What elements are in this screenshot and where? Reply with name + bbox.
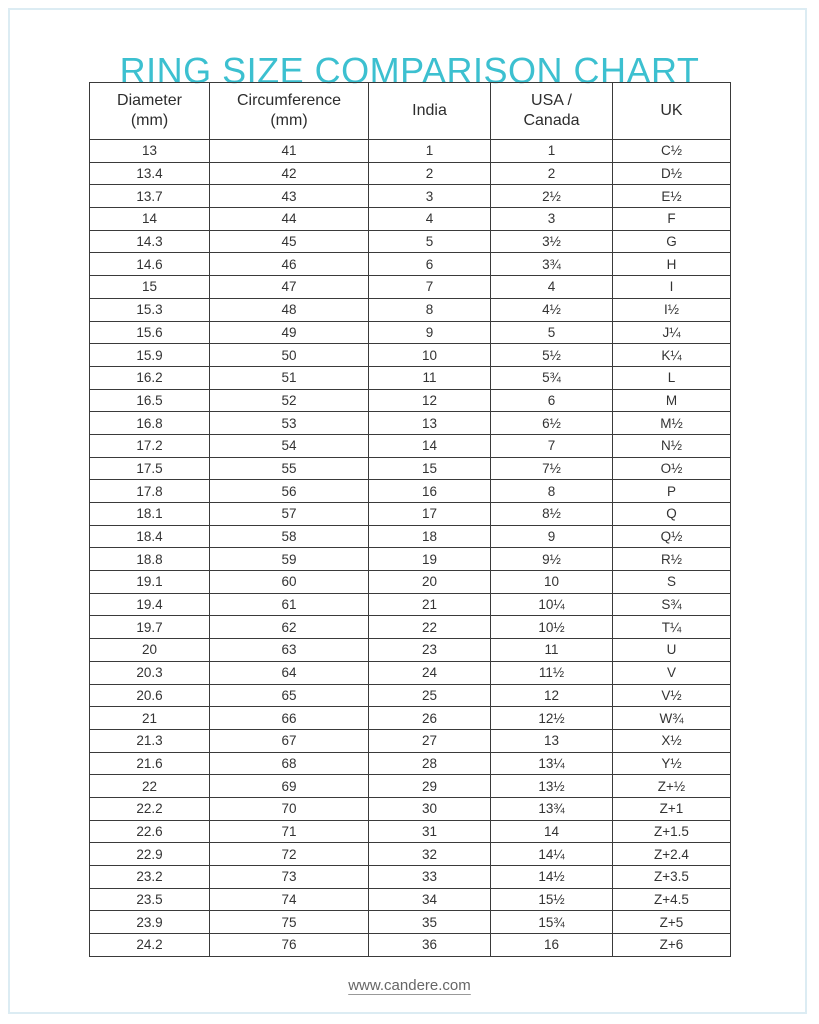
cell-uk: M bbox=[613, 389, 731, 412]
cell-uk: U bbox=[613, 639, 731, 662]
cell-diameter: 22.2 bbox=[90, 797, 210, 820]
cell-diameter: 16.2 bbox=[90, 366, 210, 389]
cell-usa-canada: 16 bbox=[491, 934, 613, 957]
table-row bbox=[90, 593, 731, 616]
table-row bbox=[90, 185, 731, 208]
cell-diameter: 15.6 bbox=[90, 321, 210, 344]
cell-india: 6 bbox=[369, 253, 491, 276]
cell-usa-canada: 13½ bbox=[491, 775, 613, 798]
cell-circumference: 71 bbox=[210, 820, 369, 843]
cell-usa-canada: 2 bbox=[491, 162, 613, 185]
cell-uk: L bbox=[613, 366, 731, 389]
cell-uk: J¼ bbox=[613, 321, 731, 344]
cell-usa-canada: 6½ bbox=[491, 412, 613, 435]
cell-usa-canada: 7 bbox=[491, 434, 613, 457]
cell-india: 28 bbox=[369, 752, 491, 775]
table-row bbox=[90, 752, 731, 775]
cell-india: 15 bbox=[369, 457, 491, 480]
cell-uk: Z+½ bbox=[613, 775, 731, 798]
cell-india: 23 bbox=[369, 639, 491, 662]
cell-usa-canada: 10½ bbox=[491, 616, 613, 639]
cell-circumference: 41 bbox=[210, 140, 369, 163]
column-header-circumference: Circumference (mm) bbox=[210, 83, 369, 140]
cell-circumference: 69 bbox=[210, 775, 369, 798]
cell-india: 16 bbox=[369, 480, 491, 503]
table-row bbox=[90, 344, 731, 367]
cell-uk: Q bbox=[613, 503, 731, 526]
cell-india: 30 bbox=[369, 797, 491, 820]
cell-usa-canada: 4 bbox=[491, 276, 613, 299]
cell-india: 7 bbox=[369, 276, 491, 299]
cell-uk: C½ bbox=[613, 140, 731, 163]
cell-usa-canada: 4½ bbox=[491, 298, 613, 321]
cell-usa-canada: 11½ bbox=[491, 661, 613, 684]
cell-india: 36 bbox=[369, 934, 491, 957]
cell-india: 35 bbox=[369, 911, 491, 934]
cell-circumference: 48 bbox=[210, 298, 369, 321]
cell-diameter: 19.4 bbox=[90, 593, 210, 616]
column-header-uk: UK bbox=[613, 83, 731, 140]
table-row bbox=[90, 888, 731, 911]
cell-usa-canada: 10¼ bbox=[491, 593, 613, 616]
table-row bbox=[90, 729, 731, 752]
cell-diameter: 22.6 bbox=[90, 820, 210, 843]
cell-circumference: 43 bbox=[210, 185, 369, 208]
table-row bbox=[90, 457, 731, 480]
cell-circumference: 64 bbox=[210, 661, 369, 684]
cell-circumference: 62 bbox=[210, 616, 369, 639]
cell-uk: S¾ bbox=[613, 593, 731, 616]
cell-uk: I bbox=[613, 276, 731, 299]
table-row bbox=[90, 548, 731, 571]
table-row bbox=[90, 684, 731, 707]
cell-diameter: 14.3 bbox=[90, 230, 210, 253]
cell-diameter: 24.2 bbox=[90, 934, 210, 957]
table-row bbox=[90, 707, 731, 730]
cell-circumference: 63 bbox=[210, 639, 369, 662]
cell-uk: Y½ bbox=[613, 752, 731, 775]
cell-india: 11 bbox=[369, 366, 491, 389]
cell-circumference: 45 bbox=[210, 230, 369, 253]
column-header-diameter: Diameter (mm) bbox=[90, 83, 210, 140]
table-row bbox=[90, 661, 731, 684]
cell-diameter: 20.3 bbox=[90, 661, 210, 684]
cell-uk: Z+2.4 bbox=[613, 843, 731, 866]
cell-diameter: 13.7 bbox=[90, 185, 210, 208]
cell-usa-canada: 3 bbox=[491, 208, 613, 231]
cell-india: 18 bbox=[369, 525, 491, 548]
cell-usa-canada: 5 bbox=[491, 321, 613, 344]
cell-diameter: 15.9 bbox=[90, 344, 210, 367]
cell-usa-canada: 11 bbox=[491, 639, 613, 662]
cell-circumference: 67 bbox=[210, 729, 369, 752]
table-row bbox=[90, 162, 731, 185]
cell-uk: Z+4.5 bbox=[613, 888, 731, 911]
cell-diameter: 20.6 bbox=[90, 684, 210, 707]
cell-india: 9 bbox=[369, 321, 491, 344]
cell-diameter: 22 bbox=[90, 775, 210, 798]
cell-circumference: 51 bbox=[210, 366, 369, 389]
cell-circumference: 52 bbox=[210, 389, 369, 412]
table-row bbox=[90, 775, 731, 798]
cell-uk: N½ bbox=[613, 434, 731, 457]
cell-diameter: 16.5 bbox=[90, 389, 210, 412]
cell-india: 21 bbox=[369, 593, 491, 616]
cell-india: 29 bbox=[369, 775, 491, 798]
cell-uk: W¾ bbox=[613, 707, 731, 730]
table-row bbox=[90, 140, 731, 163]
cell-diameter: 19.1 bbox=[90, 571, 210, 594]
table-row bbox=[90, 843, 731, 866]
cell-india: 5 bbox=[369, 230, 491, 253]
cell-usa-canada: 1 bbox=[491, 140, 613, 163]
cell-uk: E½ bbox=[613, 185, 731, 208]
cell-diameter: 15 bbox=[90, 276, 210, 299]
cell-usa-canada: 15½ bbox=[491, 888, 613, 911]
cell-usa-canada: 14¼ bbox=[491, 843, 613, 866]
cell-uk: T¼ bbox=[613, 616, 731, 639]
cell-usa-canada: 13 bbox=[491, 729, 613, 752]
cell-circumference: 59 bbox=[210, 548, 369, 571]
table-row bbox=[90, 503, 731, 526]
cell-uk: R½ bbox=[613, 548, 731, 571]
cell-uk: F bbox=[613, 208, 731, 231]
cell-diameter: 17.5 bbox=[90, 457, 210, 480]
cell-diameter: 14.6 bbox=[90, 253, 210, 276]
cell-uk: Z+1 bbox=[613, 797, 731, 820]
cell-uk: Z+6 bbox=[613, 934, 731, 957]
cell-diameter: 13.4 bbox=[90, 162, 210, 185]
cell-circumference: 42 bbox=[210, 162, 369, 185]
table-row bbox=[90, 616, 731, 639]
cell-diameter: 16.8 bbox=[90, 412, 210, 435]
cell-usa-canada: 14 bbox=[491, 820, 613, 843]
table-body bbox=[90, 140, 731, 957]
cell-usa-canada: 2½ bbox=[491, 185, 613, 208]
cell-diameter: 21 bbox=[90, 707, 210, 730]
table-row bbox=[90, 934, 731, 957]
cell-usa-canada: 10 bbox=[491, 571, 613, 594]
cell-diameter: 23.9 bbox=[90, 911, 210, 934]
cell-diameter: 18.4 bbox=[90, 525, 210, 548]
table-row bbox=[90, 389, 731, 412]
cell-usa-canada: 8 bbox=[491, 480, 613, 503]
cell-diameter: 23.5 bbox=[90, 888, 210, 911]
cell-circumference: 54 bbox=[210, 434, 369, 457]
table-row bbox=[90, 321, 731, 344]
table-row bbox=[90, 412, 731, 435]
cell-india: 33 bbox=[369, 866, 491, 889]
cell-india: 2 bbox=[369, 162, 491, 185]
cell-usa-canada: 6 bbox=[491, 389, 613, 412]
cell-diameter: 18.1 bbox=[90, 503, 210, 526]
cell-india: 20 bbox=[369, 571, 491, 594]
table-row bbox=[90, 911, 731, 934]
cell-india: 1 bbox=[369, 140, 491, 163]
cell-circumference: 57 bbox=[210, 503, 369, 526]
cell-usa-canada: 12 bbox=[491, 684, 613, 707]
cell-diameter: 20 bbox=[90, 639, 210, 662]
ring-size-table bbox=[89, 82, 731, 957]
cell-diameter: 23.2 bbox=[90, 866, 210, 889]
table-row bbox=[90, 797, 731, 820]
cell-india: 8 bbox=[369, 298, 491, 321]
cell-usa-canada: 9½ bbox=[491, 548, 613, 571]
cell-usa-canada: 8½ bbox=[491, 503, 613, 526]
cell-diameter: 22.9 bbox=[90, 843, 210, 866]
cell-india: 13 bbox=[369, 412, 491, 435]
cell-circumference: 60 bbox=[210, 571, 369, 594]
table-row bbox=[90, 480, 731, 503]
cell-circumference: 72 bbox=[210, 843, 369, 866]
cell-usa-canada: 7½ bbox=[491, 457, 613, 480]
table-row bbox=[90, 434, 731, 457]
cell-usa-canada: 13¾ bbox=[491, 797, 613, 820]
cell-circumference: 68 bbox=[210, 752, 369, 775]
table-row bbox=[90, 253, 731, 276]
cell-india: 22 bbox=[369, 616, 491, 639]
column-header-india: India bbox=[369, 83, 491, 140]
cell-india: 25 bbox=[369, 684, 491, 707]
cell-usa-canada: 15¾ bbox=[491, 911, 613, 934]
cell-uk: Q½ bbox=[613, 525, 731, 548]
page-title: RING SIZE COMPARISON CHART bbox=[119, 50, 700, 92]
cell-uk: Z+5 bbox=[613, 911, 731, 934]
cell-diameter: 18.8 bbox=[90, 548, 210, 571]
cell-circumference: 56 bbox=[210, 480, 369, 503]
cell-diameter: 21.6 bbox=[90, 752, 210, 775]
cell-circumference: 53 bbox=[210, 412, 369, 435]
cell-circumference: 76 bbox=[210, 934, 369, 957]
cell-uk: K¼ bbox=[613, 344, 731, 367]
cell-india: 34 bbox=[369, 888, 491, 911]
cell-circumference: 66 bbox=[210, 707, 369, 730]
cell-usa-canada: 14½ bbox=[491, 866, 613, 889]
table-row bbox=[90, 298, 731, 321]
cell-uk: M½ bbox=[613, 412, 731, 435]
table-row bbox=[90, 208, 731, 231]
cell-usa-canada: 3¾ bbox=[491, 253, 613, 276]
cell-circumference: 55 bbox=[210, 457, 369, 480]
table-row bbox=[90, 366, 731, 389]
column-header-usa-canada: USA / Canada bbox=[491, 83, 613, 140]
table-row bbox=[90, 639, 731, 662]
cell-circumference: 49 bbox=[210, 321, 369, 344]
cell-india: 31 bbox=[369, 820, 491, 843]
cell-usa-canada: 9 bbox=[491, 525, 613, 548]
cell-circumference: 46 bbox=[210, 253, 369, 276]
table-row bbox=[90, 571, 731, 594]
cell-india: 19 bbox=[369, 548, 491, 571]
cell-diameter: 13 bbox=[90, 140, 210, 163]
website-link[interactable]: www.candere.com bbox=[348, 977, 471, 994]
cell-india: 14 bbox=[369, 434, 491, 457]
footer bbox=[0, 977, 819, 995]
table-row bbox=[90, 820, 731, 843]
cell-uk: S bbox=[613, 571, 731, 594]
cell-diameter: 21.3 bbox=[90, 729, 210, 752]
cell-uk: D½ bbox=[613, 162, 731, 185]
cell-diameter: 15.3 bbox=[90, 298, 210, 321]
cell-circumference: 44 bbox=[210, 208, 369, 231]
cell-uk: V bbox=[613, 661, 731, 684]
cell-circumference: 58 bbox=[210, 525, 369, 548]
table-row bbox=[90, 276, 731, 299]
cell-circumference: 50 bbox=[210, 344, 369, 367]
table-header-row bbox=[90, 83, 731, 140]
table-row bbox=[90, 525, 731, 548]
cell-uk: O½ bbox=[613, 457, 731, 480]
cell-circumference: 75 bbox=[210, 911, 369, 934]
cell-diameter: 14 bbox=[90, 208, 210, 231]
cell-diameter: 17.8 bbox=[90, 480, 210, 503]
cell-uk: H bbox=[613, 253, 731, 276]
cell-circumference: 61 bbox=[210, 593, 369, 616]
cell-circumference: 74 bbox=[210, 888, 369, 911]
cell-uk: X½ bbox=[613, 729, 731, 752]
cell-circumference: 47 bbox=[210, 276, 369, 299]
cell-india: 3 bbox=[369, 185, 491, 208]
cell-usa-canada: 3½ bbox=[491, 230, 613, 253]
cell-uk: G bbox=[613, 230, 731, 253]
cell-uk: Z+3.5 bbox=[613, 866, 731, 889]
cell-diameter: 17.2 bbox=[90, 434, 210, 457]
cell-india: 32 bbox=[369, 843, 491, 866]
cell-circumference: 70 bbox=[210, 797, 369, 820]
cell-india: 12 bbox=[369, 389, 491, 412]
cell-circumference: 65 bbox=[210, 684, 369, 707]
cell-usa-canada: 13¼ bbox=[491, 752, 613, 775]
cell-india: 10 bbox=[369, 344, 491, 367]
cell-india: 27 bbox=[369, 729, 491, 752]
cell-india: 24 bbox=[369, 661, 491, 684]
cell-usa-canada: 12½ bbox=[491, 707, 613, 730]
table-row bbox=[90, 230, 731, 253]
cell-india: 4 bbox=[369, 208, 491, 231]
cell-diameter: 19.7 bbox=[90, 616, 210, 639]
cell-india: 17 bbox=[369, 503, 491, 526]
cell-usa-canada: 5½ bbox=[491, 344, 613, 367]
cell-uk: Z+1.5 bbox=[613, 820, 731, 843]
cell-uk: V½ bbox=[613, 684, 731, 707]
table-row bbox=[90, 866, 731, 889]
cell-india: 26 bbox=[369, 707, 491, 730]
cell-uk: I½ bbox=[613, 298, 731, 321]
cell-usa-canada: 5¾ bbox=[491, 366, 613, 389]
cell-uk: P bbox=[613, 480, 731, 503]
cell-circumference: 73 bbox=[210, 866, 369, 889]
